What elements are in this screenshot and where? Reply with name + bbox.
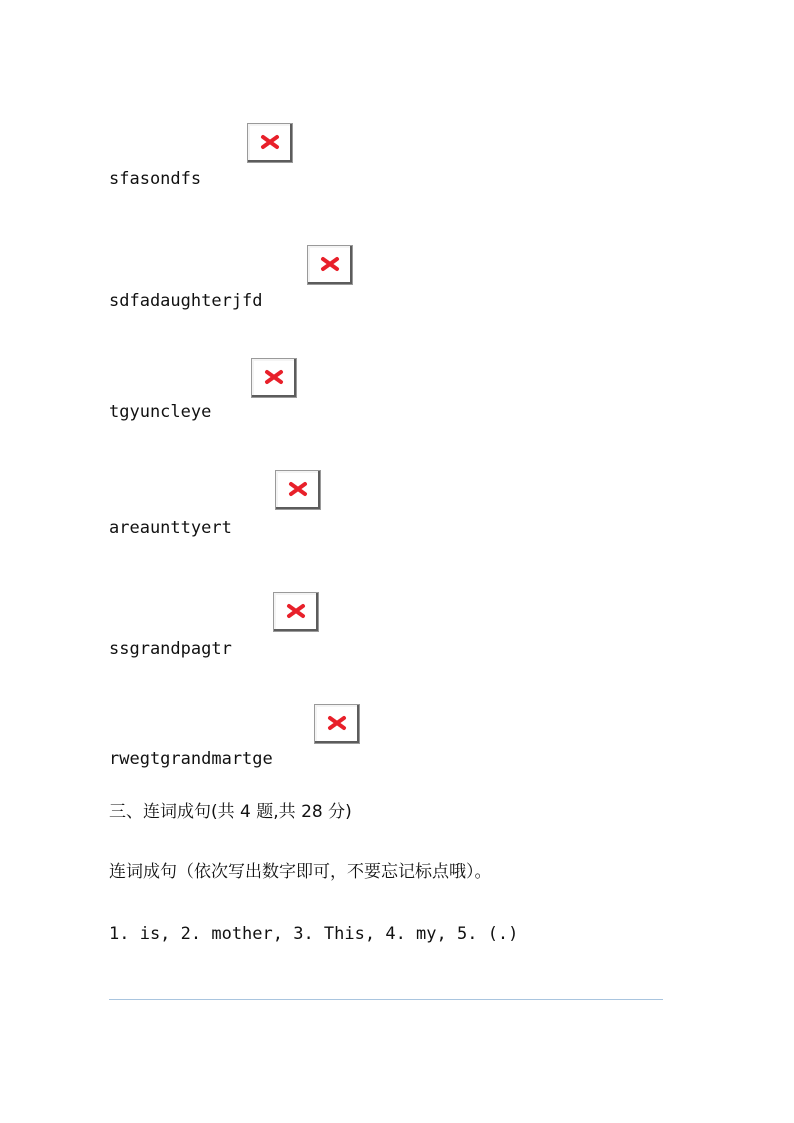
answer-line (109, 999, 663, 1000)
broken-image-icon (251, 358, 297, 398)
puzzle-word: sfasondfs (109, 169, 202, 189)
puzzle-word: tgyuncleye (109, 402, 212, 422)
question-options: 1. is, 2. mother, 3. This, 4. my, 5. (.) (109, 924, 519, 944)
broken-image-icon (273, 592, 319, 632)
broken-image-icon (314, 704, 360, 744)
red-x-icon (260, 134, 280, 150)
puzzle-word: sdfadaughterjfd (109, 291, 263, 311)
red-x-icon (264, 369, 284, 385)
red-x-icon (327, 715, 347, 731)
section-instruction: 连词成句（依次写出数字即可，不要忘记标点哦）。 (109, 862, 492, 882)
broken-image-icon (247, 123, 293, 163)
puzzle-word: ssgrandpagtr (109, 639, 232, 659)
puzzle-word: rwegtgrandmartge (109, 749, 273, 769)
section-heading: 三、连词成句(共 4 题,共 28 分) (109, 802, 352, 822)
broken-image-icon (275, 470, 321, 510)
broken-image-icon (307, 245, 353, 285)
puzzle-word: areaunttyert (109, 518, 232, 538)
red-x-icon (320, 256, 340, 272)
red-x-icon (286, 603, 306, 619)
red-x-icon (288, 481, 308, 497)
